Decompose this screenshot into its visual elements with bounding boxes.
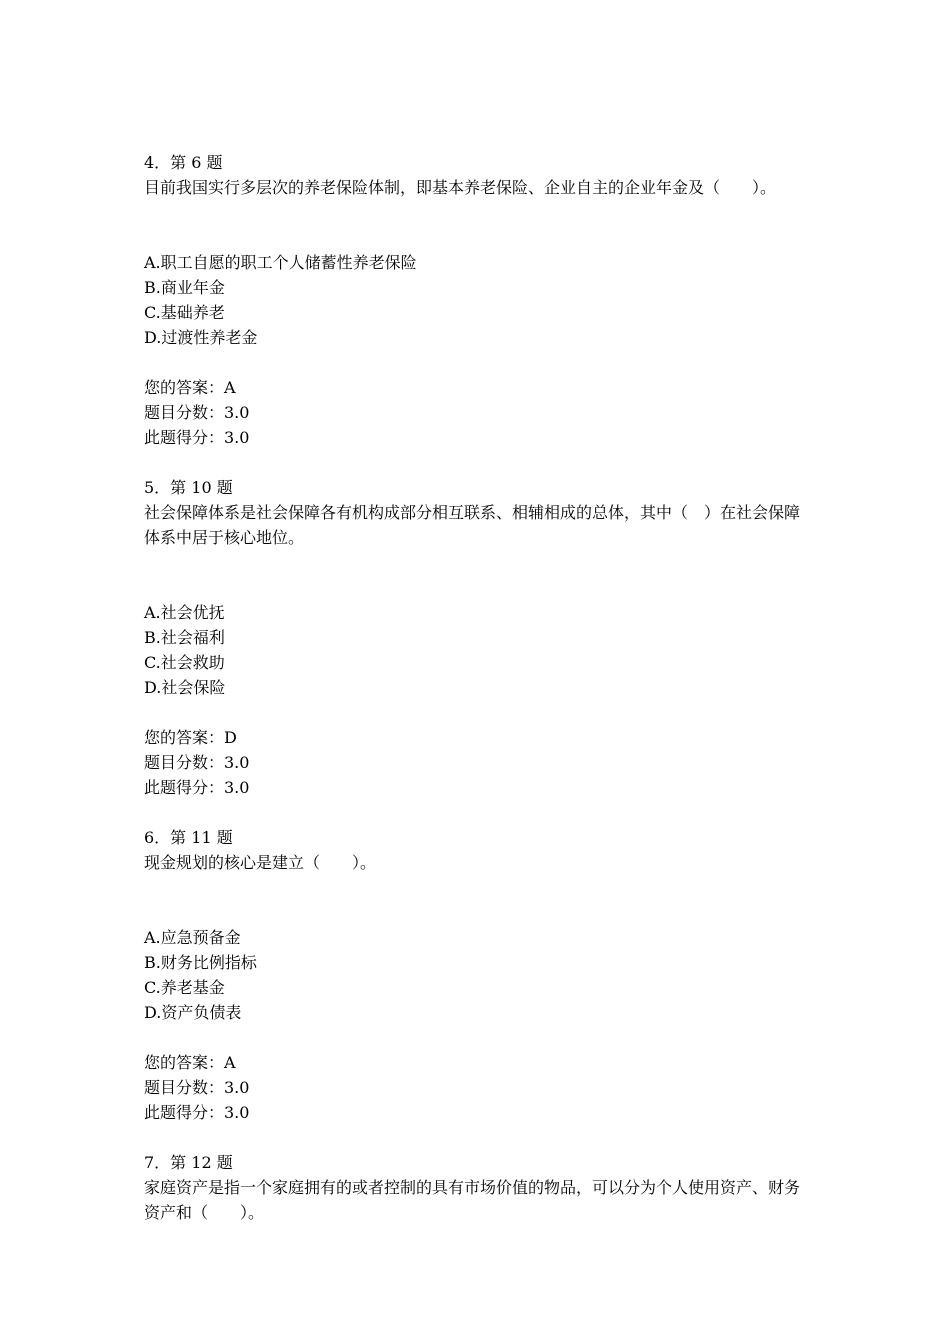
question-header: 7．第 12 题 <box>144 1153 233 1172</box>
result-block <box>144 375 812 450</box>
question-header: 4．第 6 题 <box>144 153 223 172</box>
option-a: A.应急预备金 <box>144 928 241 947</box>
earned-score: 此题得分：3.0 <box>144 1103 250 1122</box>
earned-score: 此题得分：3.0 <box>144 778 250 797</box>
question-5 <box>144 475 812 800</box>
question-stem: 现金规划的核心是建立（ ）。 <box>144 853 377 872</box>
option-c: C.基础养老 <box>144 303 225 322</box>
option-a: A.社会优抚 <box>144 603 225 622</box>
option-list <box>144 600 812 700</box>
question-6 <box>144 825 812 1125</box>
question-header: 6．第 11 题 <box>144 828 233 847</box>
option-a: A.职工自愿的职工个人储蓄性养老保险 <box>144 253 417 272</box>
question-score: 题目分数：3.0 <box>144 403 250 422</box>
your-answer: 您的答案：D <box>144 728 237 747</box>
result-block <box>144 1050 812 1125</box>
question-header: 5．第 10 题 <box>144 478 233 497</box>
option-b: B.社会福利 <box>144 628 225 647</box>
option-d: D.资产负债表 <box>144 1003 242 1022</box>
option-d: D.过渡性养老金 <box>144 328 258 347</box>
result-block <box>144 725 812 800</box>
option-d: D.社会保险 <box>144 678 226 697</box>
option-b: B.商业年金 <box>144 278 225 297</box>
option-c: C.社会救助 <box>144 653 225 672</box>
question-7 <box>144 1150 812 1225</box>
earned-score: 此题得分：3.0 <box>144 428 250 447</box>
option-list <box>144 925 812 1025</box>
question-score: 题目分数：3.0 <box>144 1078 250 1097</box>
option-b: B.财务比例指标 <box>144 953 257 972</box>
option-c: C.养老基金 <box>144 978 225 997</box>
question-stem: 社会保障体系是社会保障各有机构成部分相互联系、相辅相成的总体，其中（ ）在社会保障体系中居于核心地位。 <box>144 503 801 547</box>
document-page <box>144 150 812 1225</box>
question-score: 题目分数：3.0 <box>144 753 250 772</box>
your-answer: 您的答案：A <box>144 378 236 397</box>
option-list <box>144 250 812 350</box>
question-4 <box>144 150 812 450</box>
question-stem: 家庭资产是指一个家庭拥有的或者控制的具有市场价值的物品，可以分为个人使用资产、财务资产和（ ）。 <box>144 1178 801 1222</box>
your-answer: 您的答案：A <box>144 1053 236 1072</box>
question-stem: 目前我国实行多层次的养老保险体制，即基本养老保险、企业自主的企业年金及（ ）。 <box>144 178 777 197</box>
